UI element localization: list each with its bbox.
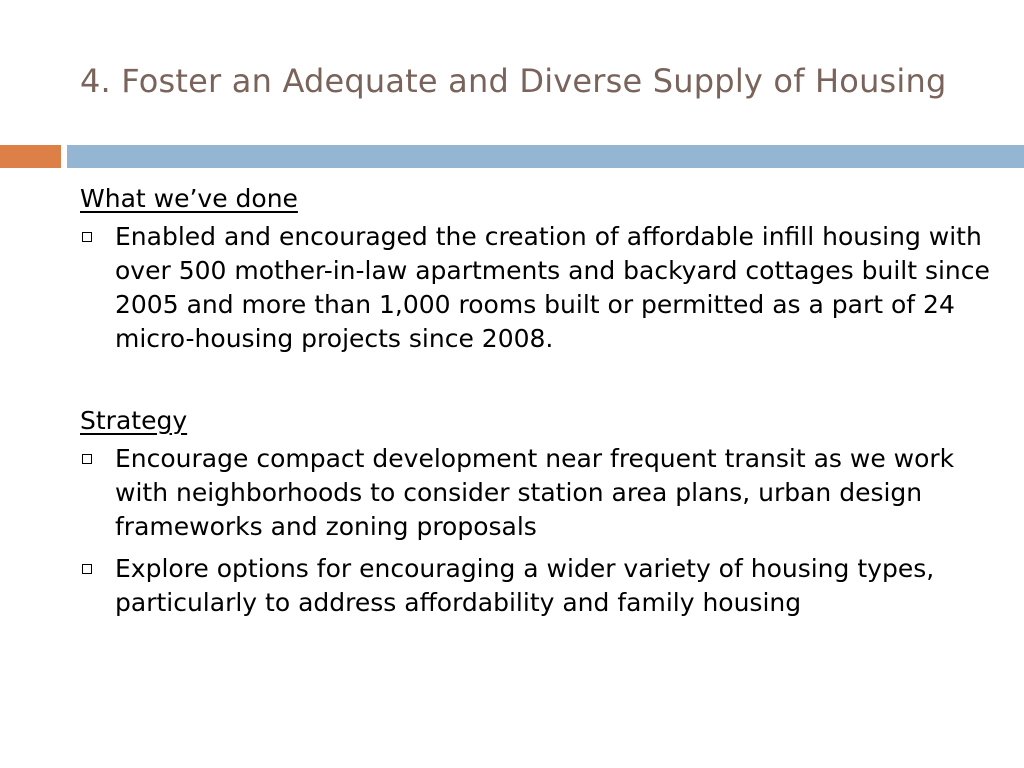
section-spacer: [80, 364, 990, 404]
bullet-item: [80, 442, 990, 544]
hollow-square-bullet-icon: [82, 232, 92, 242]
bullet-text: Enabled and encouraged the creation of affordable infill housing with over 500 mother-in-law apartments and backyard cottages built since 2005 and more than 1,000 rooms built or permitted as a part of 24 micro-housing projects since 2008.: [115, 222, 990, 353]
hollow-square-bullet-icon: [82, 454, 92, 464]
bullet-text: Encourage compact development near frequent transit as we work with neighborhoods to consider station area plans, urban design frameworks and zoning proposals: [115, 444, 955, 541]
slide-content: [80, 182, 990, 628]
section-heading: What we’ve done: [80, 184, 298, 213]
hollow-square-bullet-icon: [82, 564, 92, 574]
title-divider-bar: [67, 145, 1024, 168]
section-heading: Strategy: [80, 406, 188, 435]
bullet-text: Explore options for encouraging a wider variety of housing types, particularly to address affordability and family housing: [115, 554, 935, 617]
bullet-list: [80, 220, 990, 356]
bullet-item: [80, 220, 990, 356]
section-what-weve-done: [80, 182, 990, 356]
section-strategy: [80, 404, 990, 620]
bullet-list: [80, 442, 990, 620]
title-accent-bar: [0, 145, 61, 168]
bullet-item: [80, 552, 990, 620]
slide-title: 4. Foster an Adequate and Diverse Supply of Housing: [80, 62, 947, 100]
